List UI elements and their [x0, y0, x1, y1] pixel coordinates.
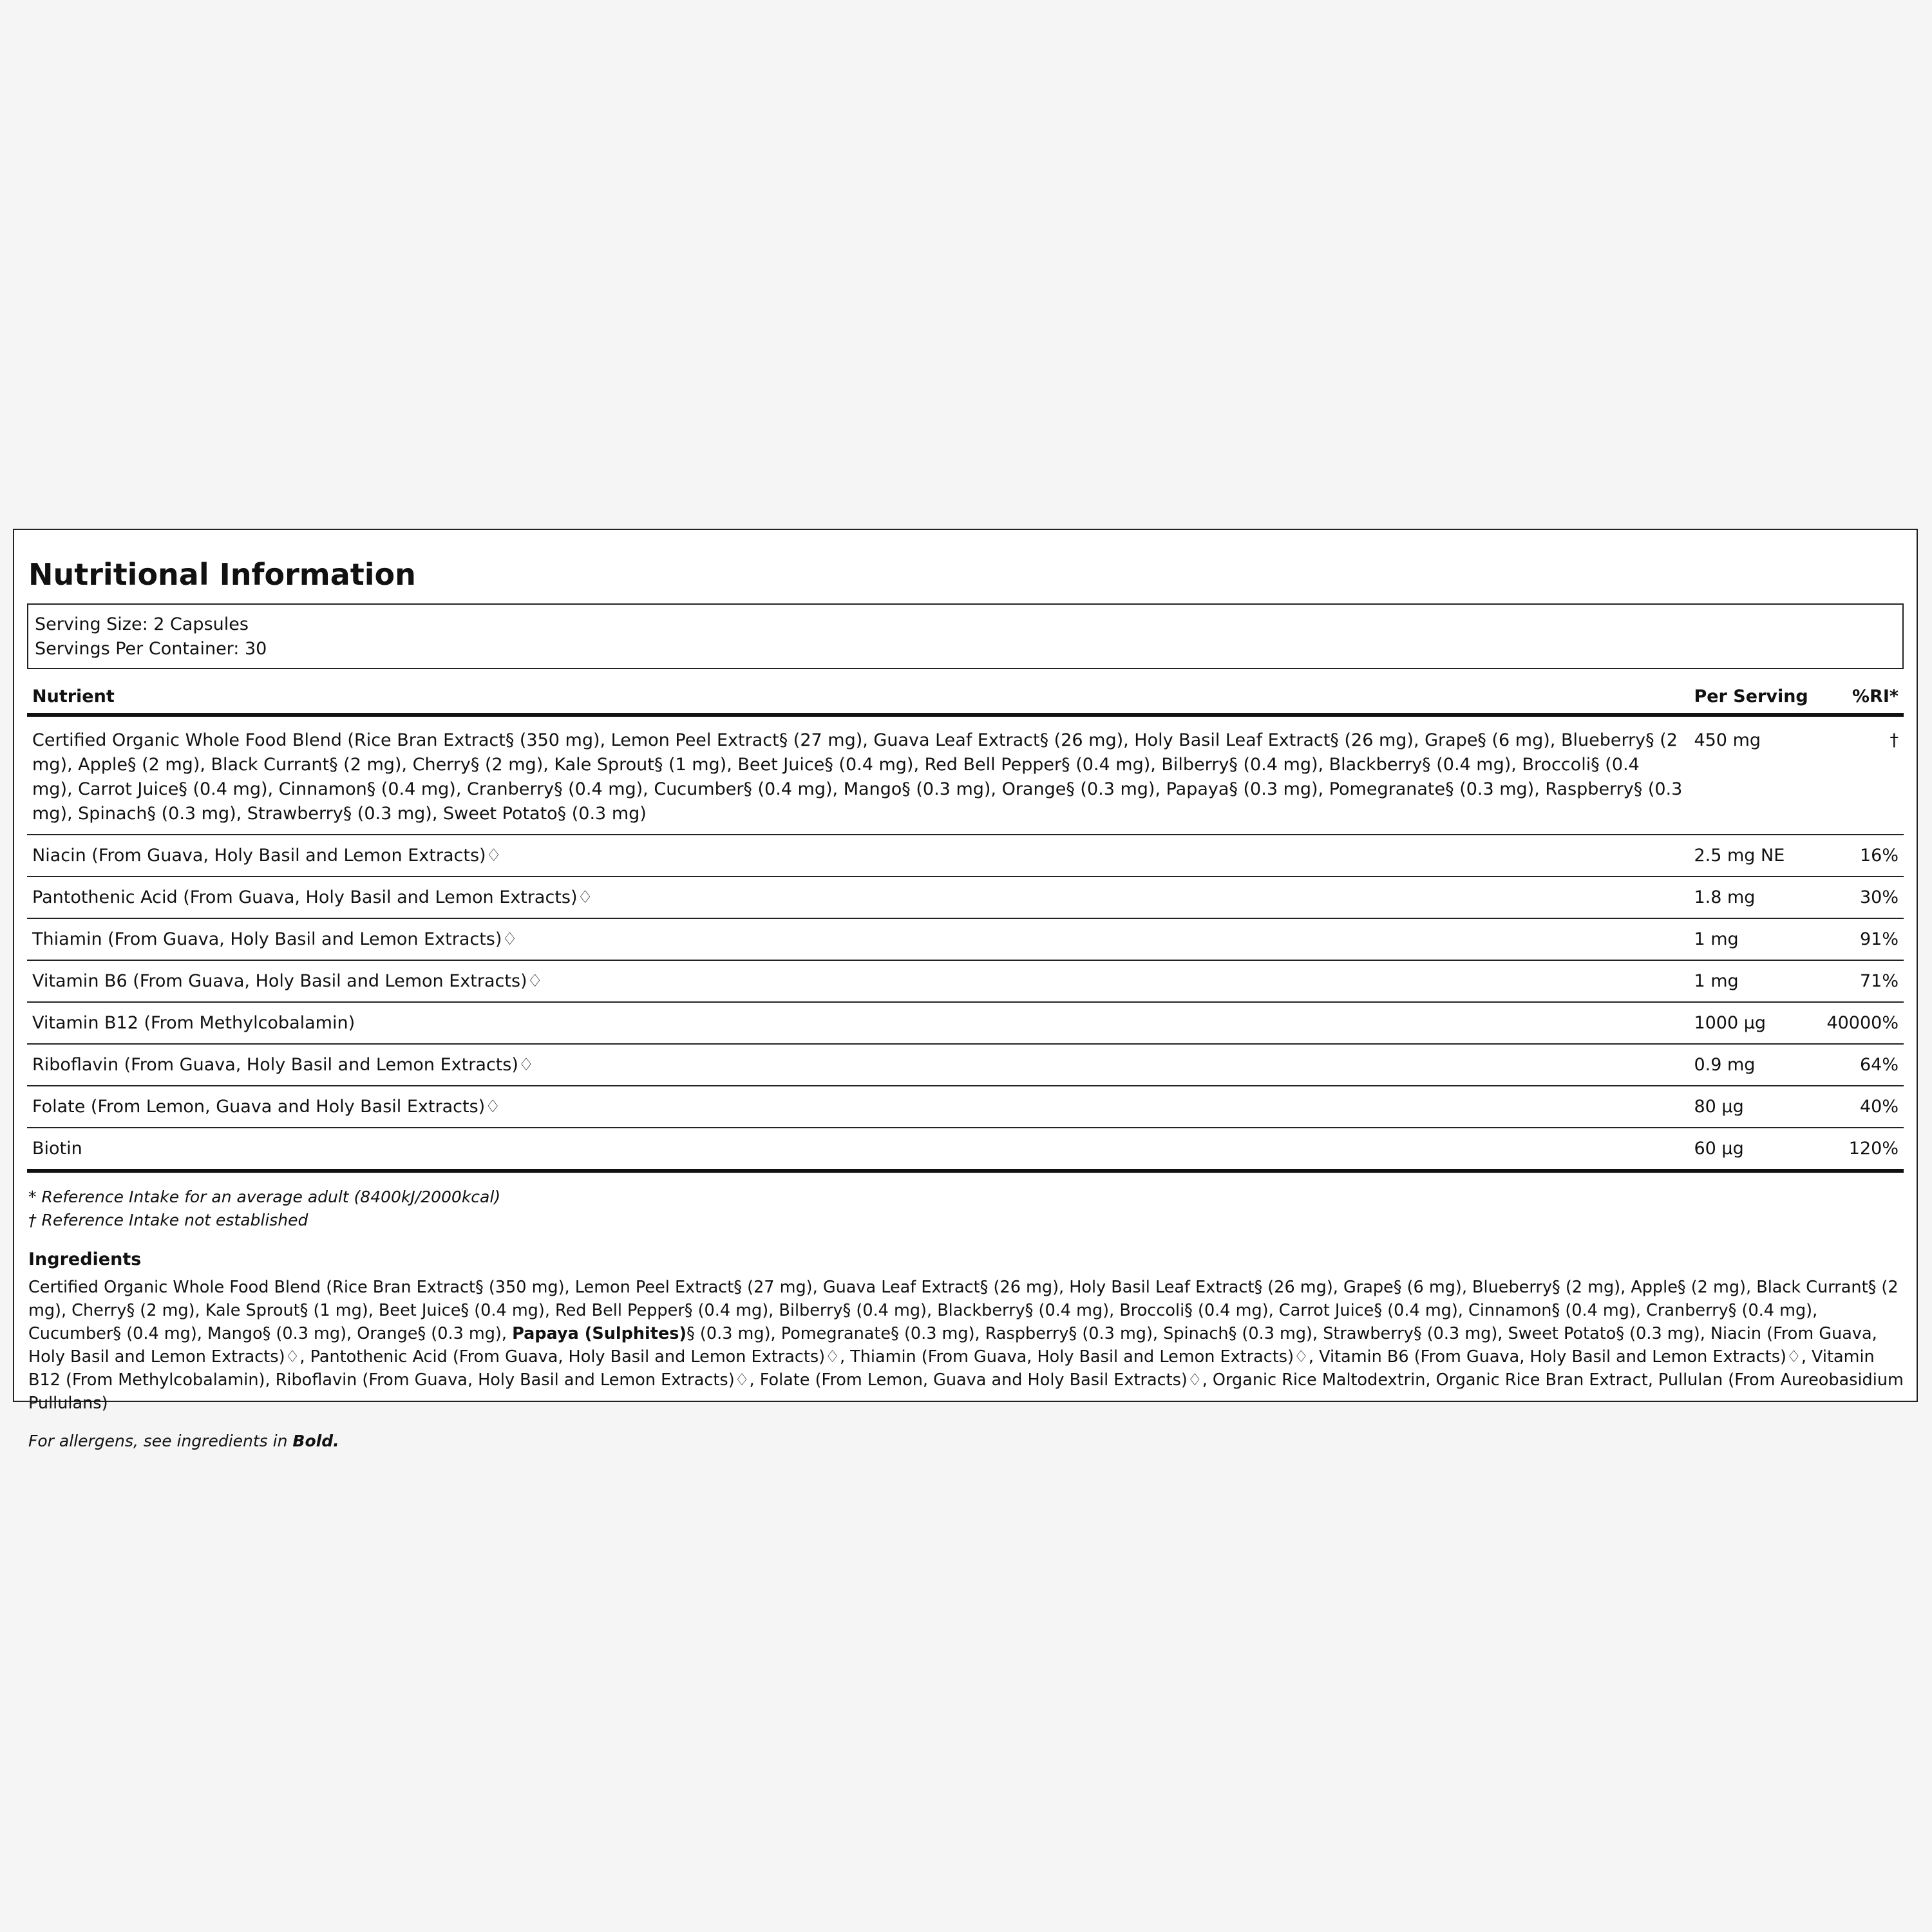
table-row: [27, 835, 1904, 876]
nutrient-name: Certified Organic Whole Food Blend (Rice Bran Extract§ (350 mg), Lemon Peel Extract§ (27 mg), Guava Leaf Extract§ (26 mg), Holy Basil Leaf Extract§ (26 mg), Grape§ (6 mg), Blueberry§ (2 mg), Apple§ (2 mg), Black Currant§ (2 mg), Cherry§ (2 mg), Kale Sprout§ (1 mg), Beet Juice§ (0.4 mg), Red Bell Pepper§ (0.4 mg), Bilberry§ (0.4 mg), Blackberry§ (0.4 mg), Broccoli§ (0.4 mg), Carrot Juice§ (0.4 mg), Cinnamon§ (0.4 mg), Cranberry§ (0.4 mg), Cucumber§ (0.4 mg), Mango§ (0.3 mg), Orange§ (0.3 mg), Papaya§ (0.3 mg), Pomegranate§ (0.3 mg), Raspberry§ (0.3 mg), Spinach§ (0.3 mg), Strawberry§ (0.3 mg), Sweet Potato§ (0.3 mg): [27, 715, 1689, 835]
table-row: [27, 1086, 1904, 1128]
per-serving-value: 1000 µg: [1689, 1002, 1821, 1044]
table-row: [27, 715, 1904, 835]
nutrient-name: Vitamin B6 (From Guava, Holy Basil and Lemon Extracts)♢: [27, 960, 1689, 1002]
nutrient-name: Biotin: [27, 1128, 1689, 1171]
nutrient-name: Vitamin B12 (From Methylcobalamin): [27, 1002, 1689, 1044]
footnote-not-established: † Reference Intake not established: [28, 1211, 308, 1229]
page-title: Nutritional Information: [28, 557, 416, 592]
ri-value: 64%: [1821, 1044, 1904, 1086]
per-serving-value: 80 µg: [1689, 1086, 1821, 1128]
ingredients-text-part: Certified Organic Whole Food Blend (Rice Bran Extract§ (350 mg), Lemon Peel Extract§ (27 mg), Guava Leaf Extract§ (26 mg), Holy Basil Leaf Extract§ (26 mg), Grape§ (6 mg), Blueberry§ (2 mg), Apple§ (2 mg), Black Currant§ (2 mg), Cherry§ (2 mg), Kale Sprout§ (1 mg), Beet Juice§ (0.4 mg), Red Bell Pepper§ (0.4 mg), Bilberry§ (0.4 mg), Blackberry§ (0.4 mg), Broccoli§ (0.4 mg), Carrot Juice§ (0.4 mg), Cinnamon§ (0.4 mg), Cranberry§ (0.4 mg), Cucumber§ (0.4 mg), Mango§ (0.3 mg), Orange§ (0.3 mg),: [28, 1278, 1899, 1343]
per-serving-value: 1 mg: [1689, 918, 1821, 960]
ingredients-heading: Ingredients: [28, 1249, 142, 1269]
footnote-reference-intake: * Reference Intake for an average adult (8400kJ/2000kcal): [28, 1188, 501, 1206]
table-row: [27, 876, 1904, 918]
per-serving-value: 1.8 mg: [1689, 876, 1821, 918]
per-serving-value: 2.5 mg NE: [1689, 835, 1821, 876]
nutrient-name: Riboflavin (From Guava, Holy Basil and Lemon Extracts)♢: [27, 1044, 1689, 1086]
nutrient-name: Niacin (From Guava, Holy Basil and Lemon Extracts)♢: [27, 835, 1689, 876]
nutrient-name: Thiamin (From Guava, Holy Basil and Lemon Extracts)♢: [27, 918, 1689, 960]
table-header-row: [27, 678, 1904, 715]
nutrient-name: Pantothenic Acid (From Guava, Holy Basil and Lemon Extracts)♢: [27, 876, 1689, 918]
per-serving-value: 1 mg: [1689, 960, 1821, 1002]
footnotes: [28, 1186, 1904, 1232]
header-per-serving: Per Serving: [1689, 678, 1821, 715]
ri-value: 71%: [1821, 960, 1904, 1002]
allergen-note: [28, 1430, 1904, 1452]
ingredients-text: [28, 1276, 1904, 1415]
ri-value: 91%: [1821, 918, 1904, 960]
table-row: [27, 960, 1904, 1002]
servings-per-container: Servings Per Container: 30: [35, 639, 267, 659]
ri-value: 40000%: [1821, 1002, 1904, 1044]
allergen-note-bold: Bold.: [292, 1432, 339, 1450]
table-row: [27, 1044, 1904, 1086]
per-serving-value: 450 mg: [1689, 715, 1821, 835]
header-ri: %RI*: [1821, 678, 1904, 715]
ri-value: 30%: [1821, 876, 1904, 918]
table-row: [27, 918, 1904, 960]
nutrition-panel: [13, 529, 1918, 1450]
ri-value: 40%: [1821, 1086, 1904, 1128]
per-serving-value: 60 µg: [1689, 1128, 1821, 1171]
allergen-ingredient: Papaya (Sulphites): [512, 1324, 687, 1343]
table-row: [27, 1002, 1904, 1044]
allergen-note-text: For allergens, see ingredients in: [28, 1432, 293, 1450]
header-nutrient: Nutrient: [27, 678, 1689, 715]
ri-value: 120%: [1821, 1128, 1904, 1171]
ingredients-text-part: § (0.3 mg), Pomegranate§ (0.3 mg), Raspberry§ (0.3 mg), Spinach§ (0.3 mg), Strawberry§ (0.3 mg), Sweet Potato§ (0.3 mg), Niacin (From Guava, Holy Basil and Lemon Extracts)♢, Pantothenic Acid (From Guava, Holy Basil and Lemon Extracts)♢, Thiamin (From Guava, Holy Basil and Lemon Extracts)♢, Vitamin B6 (From Guava, Holy Basil and Lemon Extracts)♢, Vitamin B12 (From Methylcobalamin), Riboflavin (From Guava, Holy Basil and Lemon Extracts)♢, Folate (From Lemon, Guava and Holy Basil Extracts)♢, Organic Rice Maltodextrin, Organic Rice Bran Extract, Pullulan (From Aureobasidium Pullulans): [28, 1324, 1904, 1413]
serving-info-box: [27, 603, 1904, 669]
table-row: [27, 1128, 1904, 1171]
serving-size: Serving Size: 2 Capsules: [35, 614, 249, 634]
nutrient-table: [27, 678, 1904, 1173]
ri-value: †: [1821, 715, 1904, 835]
nutrient-name: Folate (From Lemon, Guava and Holy Basil Extracts)♢: [27, 1086, 1689, 1128]
ri-value: 16%: [1821, 835, 1904, 876]
per-serving-value: 0.9 mg: [1689, 1044, 1821, 1086]
